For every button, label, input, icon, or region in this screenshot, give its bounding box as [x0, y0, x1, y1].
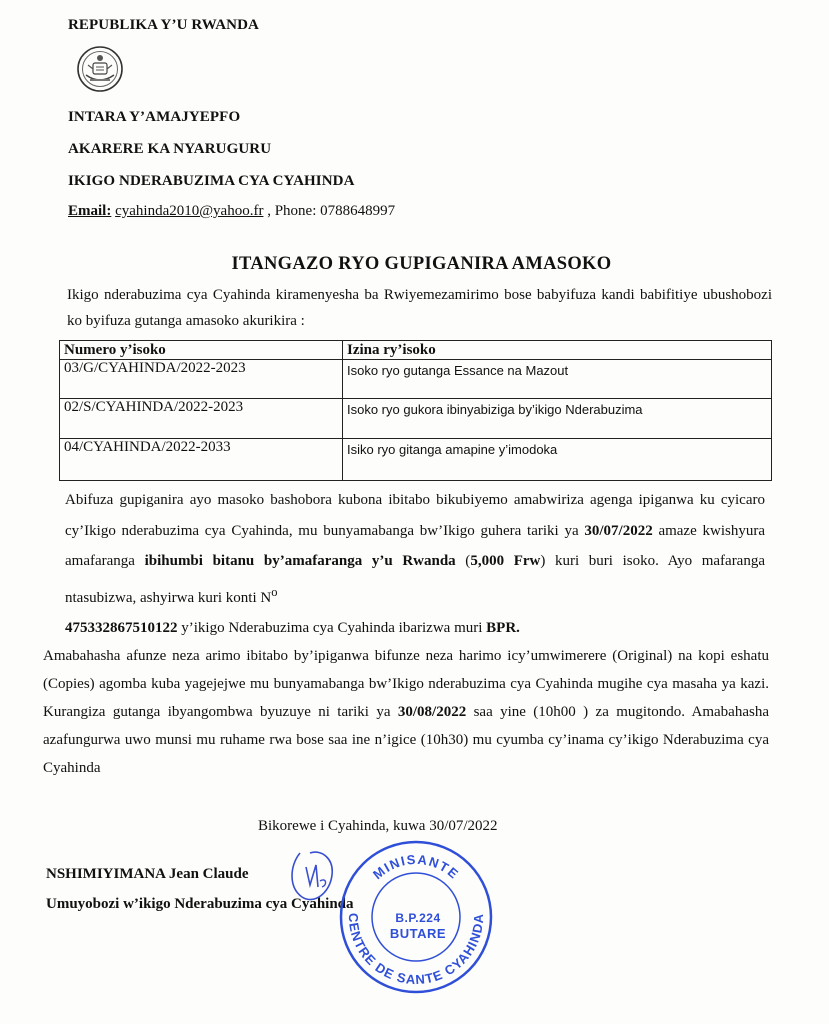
column-header-name: Izina ry’isoko [343, 341, 772, 360]
stamp-po-box: B.P.224 [395, 911, 441, 925]
fee-amount: 5,000 Frw [470, 553, 541, 569]
submission-paragraph [43, 642, 769, 782]
health-center-name: IKIGO NDERABUZIMA CYA CYAHINDA [68, 173, 355, 189]
table-row [60, 439, 772, 481]
contact-line [68, 203, 395, 220]
notice-title: ITANGAZO RYO GUPIGANIRA AMASOKO [231, 254, 612, 274]
p1-text-4: ) kuri buri isoko. Ayo mafaranga ntasubizwa, ashyirwa kuri konti N [65, 553, 766, 606]
stamp-top-text: MINISANTE [370, 851, 463, 883]
tender-number: 03/G/CYAHINDA/2022-2023 [60, 360, 343, 399]
signer-name: NSHIMIYIMANA Jean Claude [46, 866, 249, 882]
column-header-number: Numero y’isoko [60, 341, 343, 360]
coat-of-arms-icon [76, 45, 124, 93]
p2-text-2: saa yine (10h00 ) za mugitondo. Amabahasha azafungurwa uwo munsi mu ruhame rwa bose saa ine n’igice (10h30) mu cyumba cy’inama cy’ikigo Nderabuzima cya Cyahinda [43, 704, 769, 776]
tender-name: Isiko ryo gitanga amapine y’imodoka [343, 439, 772, 481]
table-row [60, 399, 772, 439]
table-row [60, 360, 772, 399]
fee-in-words: ibihumbi bitanu by’amafaranga y’u Rwanda [144, 553, 456, 569]
p1-text-3: ( [455, 553, 471, 569]
tender-table [59, 340, 772, 481]
stamp-bottom-text: CENTRE DE SANTE CYAHINDA [345, 912, 487, 988]
signature-icon [282, 845, 342, 905]
email-address: cyahinda2010@yahoo.fr [115, 203, 264, 219]
tender-number: 02/S/CYAHINDA/2022-2023 [60, 399, 343, 439]
bank-name: BPR. [486, 620, 520, 636]
phone-text: , Phone: 0788648997 [263, 203, 396, 219]
p2-text-1: Amabahasha afunze neza arimo ibitabo by’ipiganwa bifunze neza harimo icy’umwimerere (Original) na kopi eshatu (Copies) agomba kuba yagejejwe mu bunyamabanga bw’Ikigo nderabuzima cya Cyahinda mugihe cya masaha ya kazi. Kurangiza gutanga ibyangombwa byuzuye ni tariki ya [43, 648, 769, 720]
signer-title: Umuyobozi w’ikigo Nderabuzima cya Cyahinda [46, 896, 354, 912]
sale-date: 30/07/2022 [584, 522, 653, 539]
stamp-town: BUTARE [389, 926, 447, 941]
p1-text-2: amaze kwishyura amafaranga [65, 522, 765, 569]
email-label: Email: [68, 203, 112, 219]
tender-name: Isoko ryo gukora ibinyabiziga by’ikigo Nderabuzima [343, 399, 772, 439]
tender-name: Isoko ryo gutanga Essance na Mazout [343, 360, 772, 399]
number-sign-suffix: o [271, 584, 278, 599]
country-name: REPUBLIKA Y’U RWANDA [68, 17, 259, 33]
tender-number: 04/CYAHINDA/2022-2033 [60, 439, 343, 481]
svg-text:MINISANTE [370, 852, 462, 883]
p1-text-5: y’ikigo Nderabuzima cya Cyahinda ibarizwa muri [177, 620, 487, 636]
district-name: AKARERE KA NYARUGURU [68, 141, 272, 157]
account-number: 475332867510122 [65, 620, 178, 636]
bidding-documents-paragraph [65, 485, 765, 644]
place-and-date: Bikorewe i Cyahinda, kuwa 30/07/2022 [258, 818, 498, 834]
table-header-row [60, 341, 772, 360]
deadline-date: 30/08/2022 [397, 704, 467, 720]
intro-paragraph: Ikigo nderabuzima cya Cyahinda kiramenyesha ba Rwiyemezamirimo bose babyifuza kandi babifitiye ubushobozi ko byifuza gutanga amasoko akurikira : [67, 287, 772, 329]
province-name: INTARA Y’AMAJYEPFO [68, 109, 241, 125]
p1-text-1: Abifuza gupiganira ayo masoko bashobora kubona ibitabo bikubiyemo amabwiriza agenga ipiganwa ku cyicaro cy’Ikigo nderabuzima cya Cyahinda, mu bunyamabanga bw’Ikigo guhera tariki ya [65, 492, 765, 539]
